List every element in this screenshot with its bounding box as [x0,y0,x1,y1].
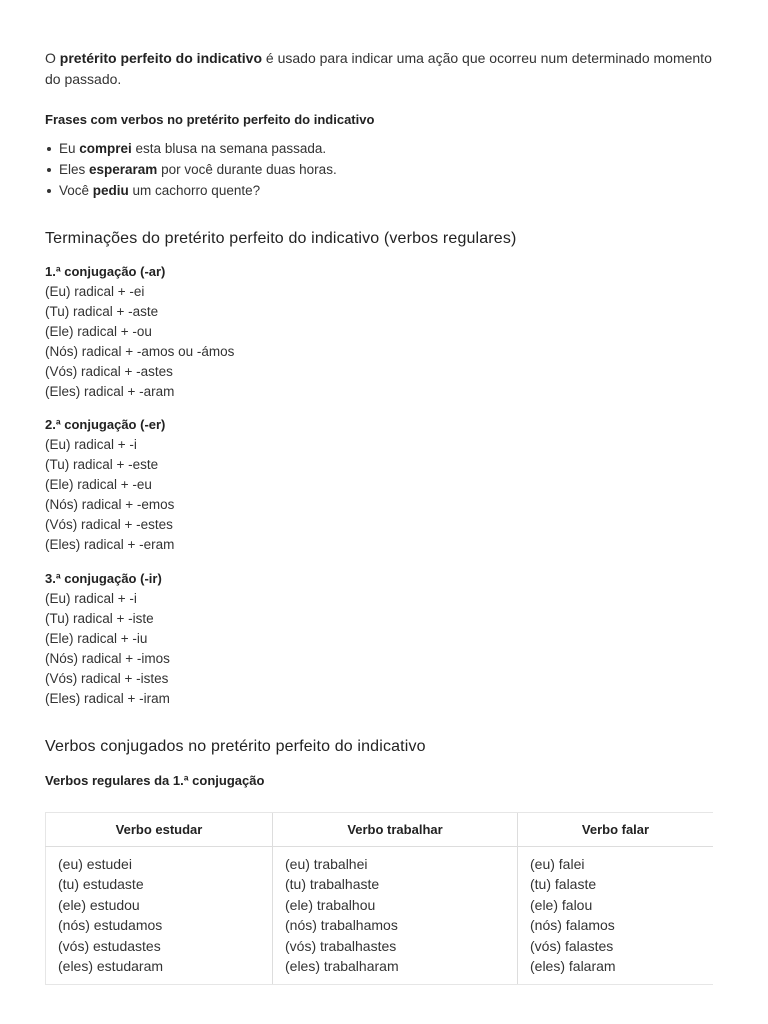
verb-highlight: pediu [92,183,129,198]
conjugated-form: (eles) estudaram [58,958,164,975]
list-item: Você pediu um cachorro quente? [45,180,337,201]
conjugated-form: (eu) estudei [58,856,132,872]
conjugated-form: (eu) falei [530,856,585,872]
conjugated-heading: Verbos conjugados no pretérito perfeito do indicativo [45,738,426,755]
ending-line: (Tu) radical + -aste [45,304,159,319]
conjugation-group-ar [45,262,234,402]
conjugation-title: 3.ª conjugação (-ir) [45,571,162,586]
column-header: Verbo falar [518,813,714,847]
ending-line: (Ele) radical + -eu [45,477,152,492]
ending-line: (Nós) radical + -amos ou -ámos [45,344,235,359]
conjugated-form: (vós) trabalhastes [285,937,397,954]
table-row [46,847,714,985]
conjugated-form: (eles) falaram [530,958,616,975]
ending-line: (Tu) radical + -iste [45,611,154,626]
column-header: Verbo estudar [46,813,273,847]
conjugation-table [45,812,713,985]
conjugated-form: (nós) trabalhamos [285,917,398,934]
conjugated-form: (ele) falou [530,896,593,913]
ending-line: (Vós) radical + -istes [45,671,169,686]
intro-term: pretérito perfeito do indicativo [59,50,263,66]
ending-line: (Ele) radical + -ou [45,324,152,339]
intro-text: é usado para indicar uma ação que ocorreu num determinado momento do passado. [45,50,712,87]
conjugation-title: 2.ª conjugação (-er) [45,417,166,432]
ending-line: (Eles) radical + -aram [45,384,175,399]
conjugated-form: (nós) estudamos [58,917,163,934]
conjugated-form: (tu) trabalhaste [285,876,380,893]
ending-line: (Eu) radical + -i [45,591,137,606]
conjugated-form: (eu) trabalhei [285,856,368,872]
table-header-row [46,813,714,847]
verb-highlight: esperaram [89,162,158,177]
conjugated-form: (tu) estudaste [58,876,144,893]
conjugation-group-ir [45,569,170,709]
conjugated-subheading: Verbos regulares da 1.ª conjugação [45,773,265,788]
table-cell [518,847,714,985]
conjugated-form: (vós) falastes [530,937,614,954]
conjugation-group-er [45,415,174,555]
conjugated-form: (ele) estudou [58,896,140,913]
column-header: Verbo trabalhar [273,813,518,847]
ending-line: (Eles) radical + -iram [45,691,170,706]
ending-line: (Ele) radical + -iu [45,631,148,646]
ending-line: (Nós) radical + -imos [45,651,170,666]
endings-heading: Terminações do pretérito perfeito do indicativo (verbos regulares) [45,230,517,247]
intro-paragraph [45,48,717,90]
intro-text: O [45,50,60,66]
list-item: Eu comprei esta blusa na semana passada. [45,138,337,159]
conjugated-form: (eles) trabalharam [285,958,399,975]
ending-line: (Vós) radical + -estes [45,517,173,532]
ending-line: (Nós) radical + -emos [45,497,175,512]
verb-highlight: comprei [79,141,132,156]
conjugated-form: (vós) estudastes [58,937,161,954]
examples-heading: Frases com verbos no pretérito perfeito do indicativo [45,112,375,127]
conjugated-form: (tu) falaste [530,876,597,893]
table-cell [273,847,518,985]
list-item: Eles esperaram por você durante duas horas. [45,159,337,180]
table-cell [46,847,273,985]
ending-line: (Eu) radical + -i [45,437,137,452]
conjugated-form: (nós) falamos [530,917,615,934]
ending-line: (Eu) radical + -ei [45,284,145,299]
conjugated-form: (ele) trabalhou [285,896,376,913]
conjugation-title: 1.ª conjugação (-ar) [45,264,166,279]
examples-list [45,138,337,201]
ending-line: (Vós) radical + -astes [45,364,173,379]
ending-line: (Tu) radical + -este [45,457,159,472]
ending-line: (Eles) radical + -eram [45,537,175,552]
